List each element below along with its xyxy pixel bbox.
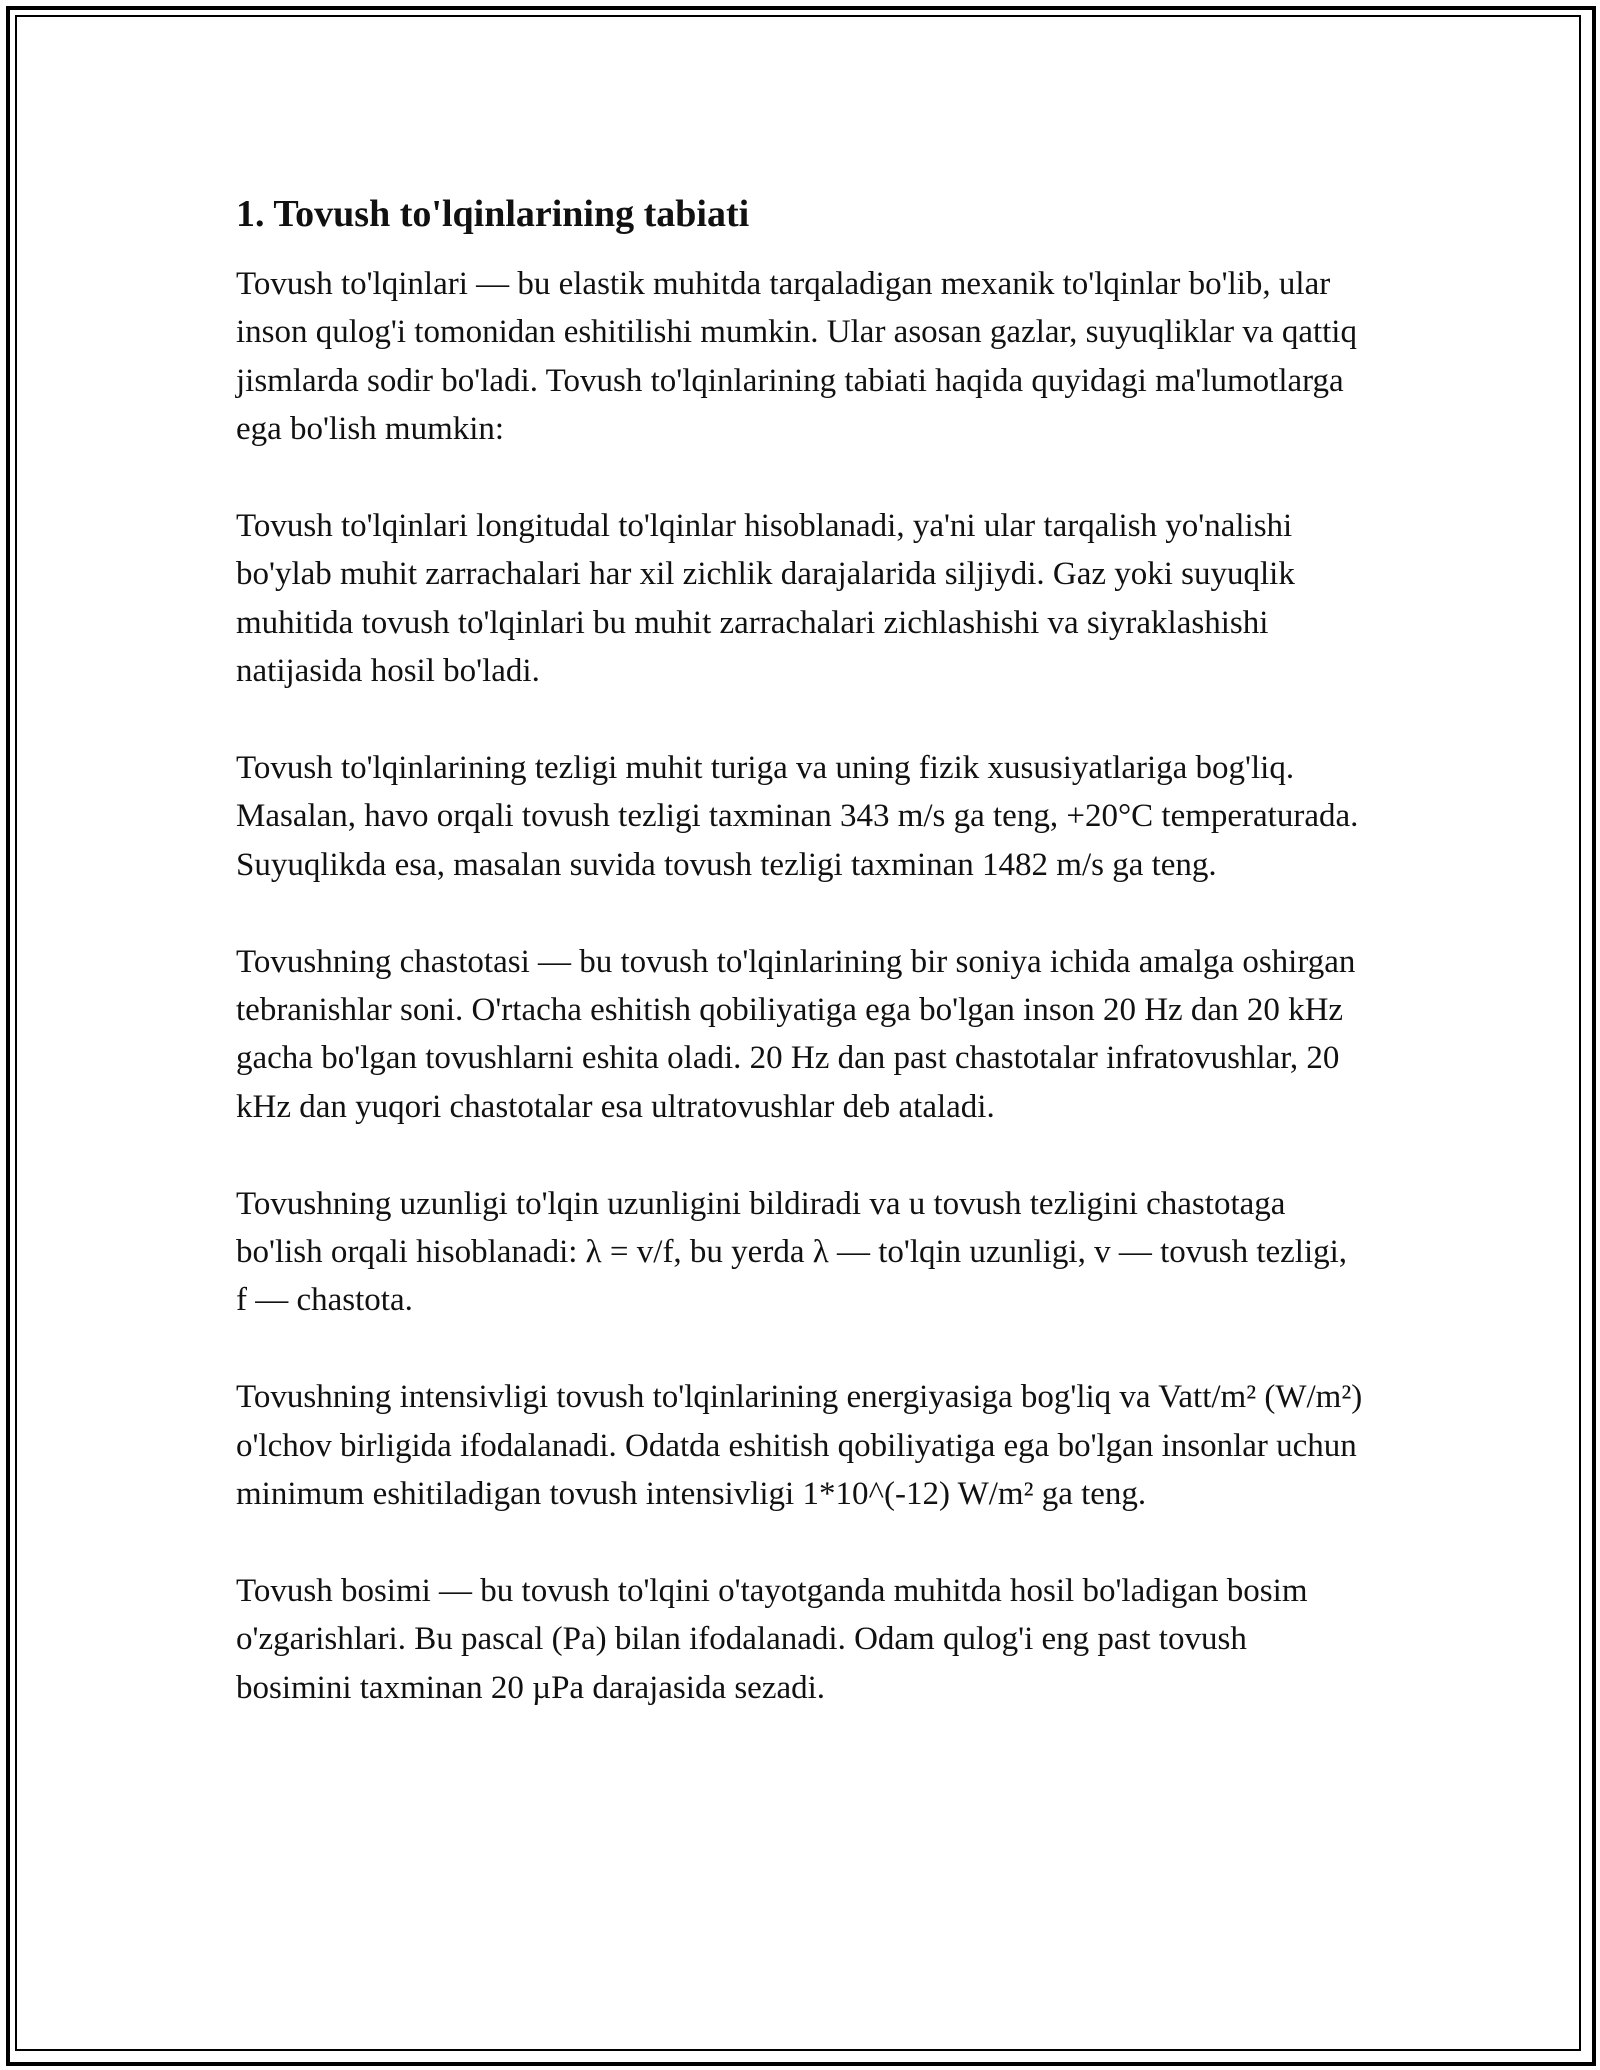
paragraph-frequency: Tovushning chastotasi — bu tovush to'lqinlarining bir soniya ichida amalga oshirgan tebranishlar soni. O'rtacha eshitish qobiliyatiga ega bo'lgan inson 20 Hz dan 20 kHz gacha bo'lgan tovushlarni eshita oladi. 20 Hz dan past chastotalar infratovushlar, 20 kHz dan yuqori chastotalar esa ultratovushlar deb ataladi. [236,943,1356,1125]
paragraph-intro: Tovush to'lqinlari — bu elastik muhitda tarqaladigan mexanik to'lqinlar bo'lib, ular inson qulog'i tomonidan eshitilishi mumkin. Ular asosan gazlar, suyuqliklar va qattiq jismlarda sodir bo'ladi. Tovush to'lqinlarining tabiati haqida quyidagi ma'lumotlarga ega bo'lish mumkin: [236,266,1357,448]
paragraph-wavelength: Tovushning uzunligi to'lqin uzunligini bildiradi va u tovush tezligini chastotaga bo'lish orqali hisoblanadi: λ = v/f, bu yerda λ — to'lqin uzunligi, v — tovush tezligi, f — chastota. [236,1185,1348,1319]
paragraph-sound-pressure: Tovush bosimi — bu tovush to'lqini o'tayotganda muhitda hosil bo'ladigan bosim o'zgarishlari. Bu pascal (Pa) bilan ifodalanadi. Odam qulog'i eng past tovush bosimini taxminan 20 µPa darajasida sezadi. [236,1572,1308,1706]
paragraph-intensity: Tovushning intensivligi tovush to'lqinlarining energiyasiga bog'liq va Vatt/m² (W/m²) o'lchov birligida ifodalanadi. Odatda eshitish qobiliyatiga ega bo'lgan insonlar uchun minimum eshitiladigan tovush intensivligi 1*10^(-12) W/m² ga teng. [236,1379,1363,1513]
paragraph-longitudinal-waves: Tovush to'lqinlari longitudal to'lqinlar hisoblanadi, ya'ni ular tarqalish yo'nalishi bo'ylab muhit zarrachalari har xil zichlik darajalarida siljiydi. Gaz yoki suyuqlik muhitida tovush to'lqinlari bu muhit zarrachalari zichlashishi va siyraklashishi natijasida hosil bo'ladi. [236,508,1295,690]
paragraph-sound-speed: Tovush to'lqinlarining tezligi muhit turiga va uning fizik xususiyatlariga bog'liq. Masalan, havo orqali tovush tezligi taxminan 343 m/s ga teng, +20°C temperaturada. Suyuqlikda esa, masalan suvida tovush tezligi taxminan 1482 m/s ga teng. [236,750,1359,883]
document-body [236,182,1366,1712]
section-title: 1. Tovush to'lqinlarining tabiati [236,193,750,235]
